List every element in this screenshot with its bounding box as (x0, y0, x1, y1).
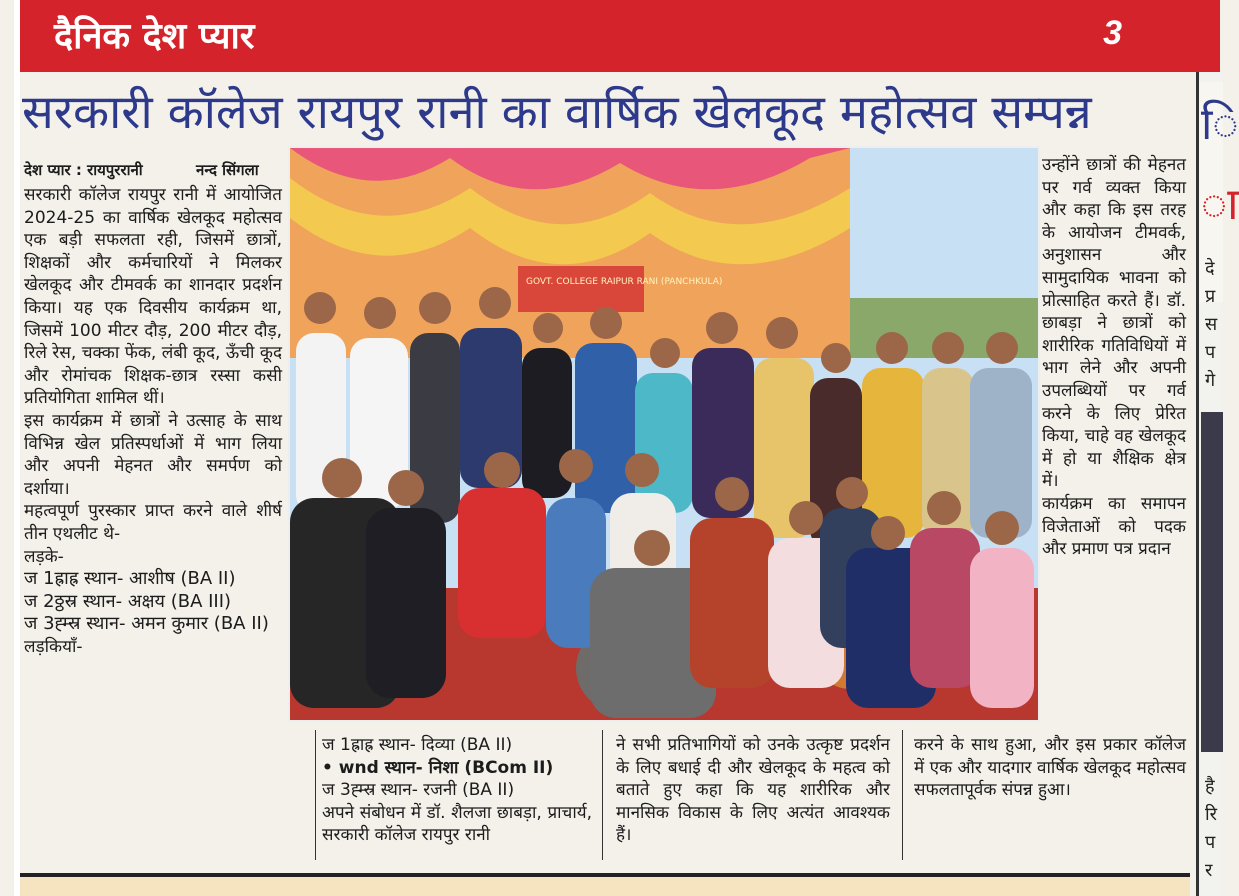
event-group-photo (288, 146, 1040, 722)
adjacent-photo (1201, 412, 1223, 752)
strip-text: रि (1205, 804, 1218, 825)
article-headline: सरकारी कॉलेज रायपुर रानी का वार्षिक खेलकूद महोत्सव सम्पन्न (22, 85, 1092, 140)
group-photo-illustration (290, 148, 1038, 720)
boys-winner-3: ज 3ह्म्स्र स्थान- अमन कुमार (BA II) (24, 613, 269, 635)
strip-text: स (1205, 314, 1218, 335)
article-column-1 (24, 184, 282, 658)
paragraph-encouragement: उन्होंने छात्रों की मेहनत पर गर्व व्यक्त किया और कहा कि इस तरह के आयोजन टीमवर्क, अनुशासन और सामुदायिक भावना को प्रोत्साहित करते हैं। डॉ. छाबड़ा ने छात्रों को शारीरिक गतिविधियों में भाग लेने और अपनी उपलब्धियों पर गर्व करने के लिए प्रेरित किया, चाहे वह खेलकूद में हो या शैक्षिक क्षेत्र में। (1042, 155, 1186, 492)
article-column-3 (616, 734, 890, 847)
girls-winner-2: • wnd स्थान- निशा (BCom II) (322, 757, 554, 778)
strip-text: है (1205, 776, 1215, 797)
girls-heading: लड़कियाँ- (24, 636, 83, 657)
article-column-right (1042, 154, 1186, 561)
page-edge (14, 0, 20, 896)
strip-text: प्र (1205, 286, 1216, 307)
boys-winner-1: ज 1ह्राह्र स्थान- आशीष (BA II) (24, 568, 236, 590)
closing-paragraph: करने के साथ हुआ, और इस प्रकार कॉलेज में एक और यादगार वार्षिक खेलकूद महोत्सव सफलतापूर्वक संपन्न हुआ। (914, 735, 1186, 801)
principal-remarks: ने सभी प्रतिभागियों को उनके उत्कृष्ट प्रदर्शन के लिए बधाई दी और खेलकूद के महत्व को बताते हुए कहा कि यह शारीरिक और मानसिक विकास के लिए अत्यंत आवश्यक हैं। (616, 735, 890, 846)
strip-text: र (1205, 860, 1213, 881)
adjacent-article-strip (1196, 72, 1239, 896)
article-column-4 (914, 734, 1186, 802)
strip-text: ि (1201, 99, 1239, 150)
girls-winner-3: ज 3ह्म्स्र स्थान- रजनी (BA II) (322, 780, 515, 801)
strip-text: प (1205, 342, 1216, 363)
strip-text: प (1205, 832, 1216, 853)
column-divider (902, 730, 903, 860)
strip-text: दे (1205, 258, 1215, 279)
next-article-band (20, 877, 1190, 896)
boys-winner-2: ज 2ठ्ठस्र स्थान- अक्षय (BA III) (24, 590, 232, 612)
byline-reporter: नन्द सिंगला (196, 161, 259, 179)
paragraph-participation: इस कार्यक्रम में छात्रों ने उत्साह के साथ विभिन्न खेल प्रतिस्पर्धाओं में भाग लिया और अपनी मेहनत और समर्पण को दर्शाया। (24, 410, 282, 499)
address-intro: अपने संबोधन में डॉ. शैलजा छाबड़ा, प्राचार्य, सरकारी कॉलेज रायपुर रानी (322, 802, 592, 846)
page-number: 3 (1103, 14, 1122, 52)
newspaper-name: दैनिक देश प्यार (54, 16, 255, 57)
paragraph-intro: सरकारी कॉलेज रायपुर रानी में आयोजित 2024-25 का वार्षिक खेलकूद महोत्सव एक बड़ी सफलता रही, जिसमें छात्रों, शिक्षकों और कर्मचारियों ने मिलकर खेलकूद और टीमवर्क का शानदार प्रदर्शन किया। यह एक दिवसीय कार्यक्रम था, जिसमें 100 मीटर दौड़, 200 मीटर दौड़, रिले रेस, चक्का फेंक, लंबी कूद, ऊँची कूद और रोमांचक शिक्षक-छात्र रस्सा कसी प्रतियोगिता शामिल थीं। (24, 185, 282, 409)
strip-text: ा (1201, 179, 1239, 230)
article-column-2 (322, 734, 592, 847)
paragraph-winners-intro: महत्वपूर्ण पुरस्कार प्राप्त करने वाले शीर्ष तीन एथलीट थे- (24, 501, 282, 544)
boys-heading: लड़के- (24, 546, 64, 567)
column-divider (602, 730, 603, 860)
paragraph-conclusion: कार्यक्रम का समापन विजेताओं को पदक और प्रमाण पत्र प्रदान (1042, 493, 1186, 560)
college-banner: GOVT. COLLEGE RAIPUR RANI (PANCHKULA) (526, 277, 723, 287)
strip-text: गे (1205, 370, 1216, 391)
byline-source: देश प्यार : रायपुररानी (24, 161, 143, 179)
girls-winner-1: ज 1ह्राह्र स्थान- दिव्या (BA II) (322, 735, 513, 755)
column-divider (315, 730, 316, 860)
masthead (20, 0, 1220, 72)
